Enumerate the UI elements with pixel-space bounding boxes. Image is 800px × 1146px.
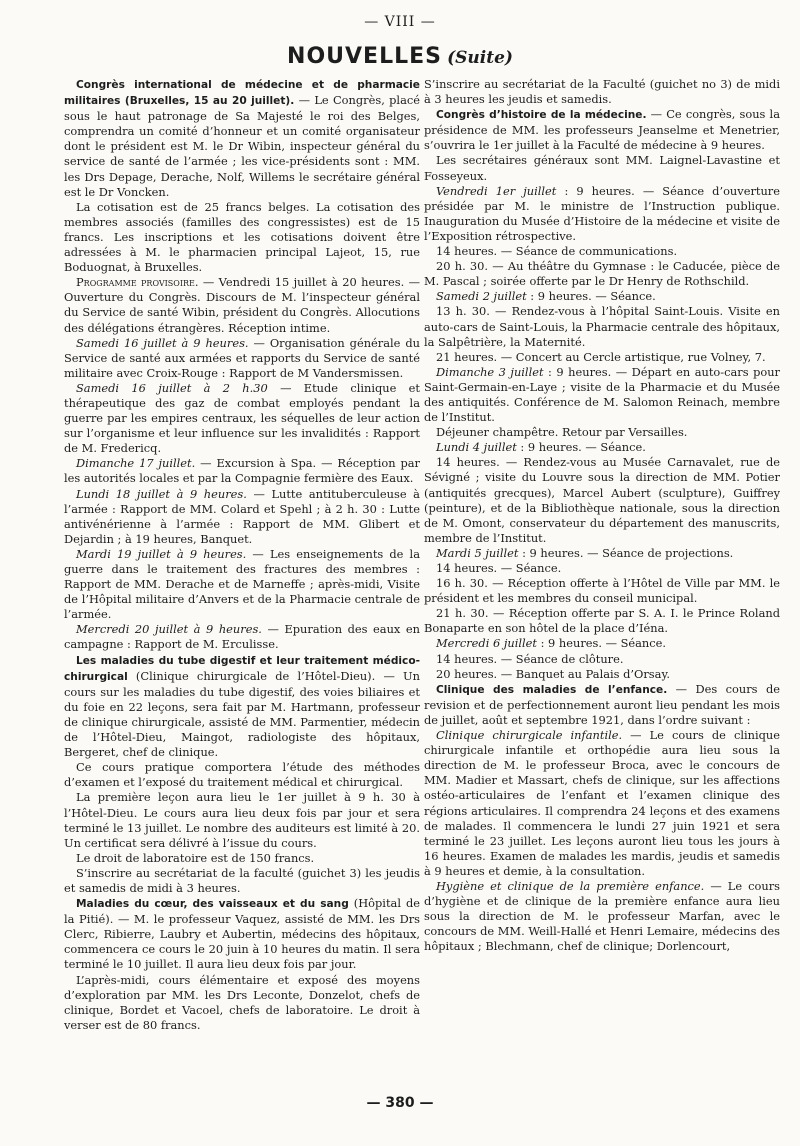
paragraph-text: La cotisation est de 25 francs belges. La cotisation des membres associés (familles des congressistes) est de 15 francs. Les inscriptions et les cotisations doivent être adressées à M. le pharmacien principal Lajeot, 15, rue Boduognat, à Bruxelles. <box>64 199 420 275</box>
paragraph <box>424 561 780 576</box>
paragraph-lead: Clinique des maladies de l’enfance. <box>436 683 668 696</box>
paragraph-text: — Vendredi 15 juillet à 20 heures. — Ouverture du Congrès. Discours de M. l’inspecteur général du Service de santé Wibin, président du Congrès. Allocutions des délégations étrangères. Réception intime. <box>64 275 420 335</box>
paragraph-lead: Les maladies du tube digestif et leur traitement médico-chirurgical <box>64 654 420 683</box>
paragraph-date: Clinique chirurgicale infantile. <box>436 728 623 743</box>
paragraph-text: 14 heures. — Séance de clôture. <box>436 651 624 666</box>
paragraph-text: 14 heures. — Séance de communications. <box>436 244 678 259</box>
paragraph-text: — Le cours de clinique chirurgicale infantile et orthopédie aura lieu sous la direction de M. le professeur Broca, avec le concours de MM. Madier et Massart, chefs de clinique, sur les affections ostéo-articulaires de l’enfant et l’examen clinique des régions articulaires. Il comprendra 24 leçons et des examens de malades. Il commencera le lundi 27 juin 1921 et sera terminé le 23 juillet. Les leçons auront lieu tous les jours à 16 heures. Examen de malades les mardis, jeudis et samedis à 9 heures et demie, à la consultation. <box>424 728 780 878</box>
paragraph-text: S’inscrire au secrétariat de la Faculté (guichet no 3) de midi à 3 heures les jeudis et samedis. <box>424 77 780 107</box>
paragraph-lead-smallcaps: Programme provisoire. <box>76 275 199 290</box>
paragraph-text: 16 h. 30. — Réception offerte à l’Hôtel de Ville par MM. le président et les membres du conseil municipal. <box>424 576 780 606</box>
paragraph-date: Samedi 16 juillet à 9 heures. <box>76 335 249 350</box>
paragraph-text: — Le cours d’hygiène et de clinique de la première enfance aura lieu sous la direction de M. le professeur Marfan, avec le concours de MM. Weill-Hallé et Henri Lemaire, médecins des hôpitaux ; Blechmann, chef de clinique; Dorlencourt, <box>424 878 780 954</box>
paragraph <box>64 200 420 275</box>
paragraph-date: Vendredi 1er juillet <box>436 183 557 198</box>
paragraph <box>64 973 420 1033</box>
paragraph-text: Déjeuner champêtre. Retour par Versailles. <box>436 425 688 440</box>
paragraph <box>424 576 780 606</box>
roman-page-header: — VIII — <box>364 14 436 30</box>
paragraph <box>424 652 780 667</box>
paragraph <box>424 682 780 728</box>
paragraph-text: Ce cours pratique comportera l’étude des méthodes d’examen et l’exposé du traitement médical et chirurgical. <box>64 760 420 790</box>
paragraph-text: 13 h. 30. — Rendez-vous à l’hôpital Saint-Louis. Visite en auto-cars de Saint-Louis, la Pharmacie centrale des hôpitaux, la Salpêtrière, la Maternité. <box>424 304 780 349</box>
paragraph-text: : 9 heures. — Séance d’ouverture présidée par M. le ministre de l’Instruction publique. Inauguration du Musée d’Histoire de la médecine et visite de l’Exposition rétrospective. <box>424 183 780 243</box>
paragraph <box>64 851 420 866</box>
paragraph <box>424 184 780 244</box>
paragraph <box>64 381 420 456</box>
paragraph <box>64 487 420 547</box>
paragraph <box>424 667 780 682</box>
paragraph <box>64 790 420 850</box>
paragraph-date: Mardi 19 juillet à 9 heures. <box>76 546 247 561</box>
paragraph <box>424 455 780 546</box>
paragraph-text: La première leçon aura lieu le 1er juillet à 9 h. 30 à l’Hôtel-Dieu. Le cours aura lieu deux fois par jour et sera terminé le 13 juillet. Le nombre des auditeurs est limité à 20. Un certificat sera délivré à l’issue du cours. <box>64 790 420 850</box>
paragraph-date: Lundi 18 juillet à 9 heures. <box>76 486 247 501</box>
paragraph-text: 21 h. 30. — Réception offerte par S. A. I. le Prince Roland Bonaparte en son hôtel de la place d’Iéna. <box>424 606 780 636</box>
paragraph <box>424 259 780 289</box>
paragraph-date: Mardi 5 juillet <box>436 545 519 560</box>
paragraph-date: Samedi 2 juillet <box>436 289 527 304</box>
paragraph-text: : 9 heures. — Séance. <box>516 440 646 455</box>
paragraph-text: (Clinique chirurgicale de l’Hôtel-Dieu). — Un cours sur les maladies du tube digestif, des voies biliaires et du foie en 22 leçons, sera fait par M. Hartmann, professeur de clinique chirurgicale, assisté de MM. Parmentier, médecin de l’Hôtel-Dieu, Maingot, radiologiste des hôpitaux, Bergeret, chef de clinique. <box>64 668 420 760</box>
paragraph <box>424 244 780 259</box>
paragraph <box>424 153 780 183</box>
paragraph <box>424 365 780 425</box>
paragraph <box>424 879 780 954</box>
paragraph-text: S’inscrire au secrétariat de la faculté (guichet 3) les jeudis et samedis de midi à 3 heures. <box>64 865 420 895</box>
paragraph-date: Lundi 4 juillet <box>436 440 517 455</box>
paragraph-text: — Ce congrès, sous la présidence de MM. les professeurs Jeanselme et Menetrier, s’ouvrira le 1er juillet à la Faculté de médecine à 9 heures. <box>424 107 780 153</box>
paragraph <box>424 350 780 365</box>
section-title <box>0 44 800 69</box>
paragraph <box>424 636 780 651</box>
paragraph-text: — Des cours de revision et de perfectionnement auront lieu pendant les mois de juillet, août et septembre 1921, dans l’ordre suivant : <box>424 681 780 727</box>
paragraph <box>64 896 420 972</box>
paragraph-date: Samedi 16 juillet à 2 h.30 <box>76 380 268 395</box>
paragraph-text: 21 heures. — Concert au Cercle artistique, rue Volney, 7. <box>436 349 766 364</box>
paragraph-date: Mercredi 6 juillet <box>436 636 537 651</box>
paragraph-text: : 9 heures. — Séance. <box>536 636 667 651</box>
paragraph-text: 14 heures. — Rendez-vous au Musée Carnavalet, rue de Sévigné ; visite du Louvre sous la direction de MM. Potier (antiquités grecques), Marcel Aubert (sculpture), Guiffrey (peinture), et de la Bibliothèque nationale, sous la direction de M. Omont, conservateur du département des manuscrits, membre de l’Institut. <box>424 455 780 545</box>
paragraph-text: 14 heures. — Séance. <box>436 561 562 575</box>
paragraph-lead: Congrès international de médecine et de pharmacie militaires (Bruxelles, 15 au 20 juillet). <box>64 79 420 108</box>
paragraph-text: : 9 heures. — Séance de projections. <box>518 545 734 560</box>
paragraph <box>424 425 780 440</box>
paragraph-text: — Les enseignements de la guerre dans le traitement des fractures des membres : Rapport de MM. Derache et de Marneffe ; après-midi, Visite de l’Hôpital militaire d’Anvers et de la Pharmacie centrale de l’armée. <box>64 546 420 622</box>
paragraph-text: — Organisation générale du Service de santé aux armées et rapports du Service de santé militaire avec Croix-Rouge : Rapport de M Vandersmissen. <box>64 335 420 380</box>
paragraph <box>64 866 420 896</box>
paragraph-text: Le droit de laboratoire est de 150 francs. <box>76 850 315 865</box>
paragraph-text: — Lutte antituberculeuse à l’armée : Rapport de MM. Colard et Spehl ; à 2 h. 30 : Lutte antivénérienne à l’armée : Rapport de MM. Glibert et Dejardin ; à 19 heures, Banquet. <box>64 486 420 546</box>
paragraph-lead: Congrès d’histoire de la médecine. <box>436 109 647 122</box>
paragraph-text: Les secrétaires généraux sont MM. Laignel-Lavastine et Fosseyeux. <box>424 153 780 183</box>
paragraph-date: Dimanche 17 juillet. <box>76 456 196 471</box>
right-column <box>424 77 780 1077</box>
paragraph <box>424 107 780 153</box>
paragraph-text: L’après-midi, cours élémentaire et exposé des moyens d’exploration par MM. les Drs Leconte, Donzelot, chefs de clinique, Bordet et Vacoel, chefs de laboratoire. Le droit à verser est de 80 francs. <box>64 972 420 1032</box>
paragraph-text: — Etude clinique et thérapeutique des gaz de combat employés pendant la guerre par les empires centraux, les séquelles de leur action sur l’organisme et leur influence sur les invalidités : Rapport de M. Fredericq. <box>64 380 420 456</box>
paragraph-text: : 9 heures. — Départ en auto-cars pour Saint-Germain-en-Laye ; visite de la Pharmacie et du Musée des antiquités. Conférence de M. Salomon Reinach, membre de l’Institut. <box>424 364 780 425</box>
paragraph <box>64 622 420 652</box>
paragraph <box>64 760 420 790</box>
paragraph <box>64 77 420 200</box>
paragraph <box>64 547 420 622</box>
paragraph-text: (Hôpital de la Pitié). — M. le professeur Vaquez, assisté de MM. les Drs Clerc, Ribierre, Laubry et Aubertin, médecins des hôpitaux, commencera ce cours le 20 juin à 10 heures du matin. Il sera terminé le 10 juillet. Il aura lieu deux fois par jour. <box>64 896 420 972</box>
paragraph-text: 20 heures. — Banquet au Palais d’Orsay. <box>436 666 670 681</box>
paragraph-text: : 9 heures. — Séance. <box>526 289 656 304</box>
paragraph <box>64 336 420 381</box>
paragraph-text: — Epuration des eaux en campagne : Rapport de M. Erculisse. <box>64 622 420 652</box>
title-suite: (Suite) <box>447 48 513 68</box>
paragraph-text: — Excursion à Spa. — Réception par les autorités locales et par la Compagnie fermière des Eaux. <box>64 456 420 486</box>
paragraph <box>424 546 780 561</box>
title-main: NOUVELLES <box>287 44 442 69</box>
paragraph-date: Mercredi 20 juillet à 9 heures. <box>76 622 262 637</box>
paragraph-text: — Le Congrès, placé sous le haut patronage de Sa Majesté le roi des Belges, comprendra un comité d’honneur et un comité organisateur dont le président est M. le Dr Wibin, inspecteur général du service de santé de l’armée ; les vice-présidents sont : MM. les Drs Depage, Derache, Nolf, Willems le secrétaire général est le Dr Voncken. <box>64 93 420 199</box>
paragraph-date: Hygiène et clinique de la première enfance. <box>436 878 705 893</box>
paragraph <box>424 728 780 879</box>
paragraph-text: 20 h. 30. — Au théâtre du Gymnase : le Caducée, pièce de M. Pascal ; soirée offerte par le Dr Henry de Rothschild. <box>424 259 780 289</box>
paragraph <box>424 606 780 636</box>
page-number: — 380 — <box>366 1095 434 1111</box>
paragraph <box>64 275 420 335</box>
paragraph <box>424 289 780 304</box>
paragraph <box>424 304 780 349</box>
paragraph-lead: Maladies du cœur, des vaisseaux et du sang <box>76 898 349 911</box>
paragraph <box>64 456 420 486</box>
paragraph <box>64 653 420 761</box>
left-column <box>64 77 420 1077</box>
paragraph <box>424 77 780 107</box>
paragraph-date: Dimanche 3 juillet <box>436 364 544 379</box>
paragraph <box>424 440 780 455</box>
